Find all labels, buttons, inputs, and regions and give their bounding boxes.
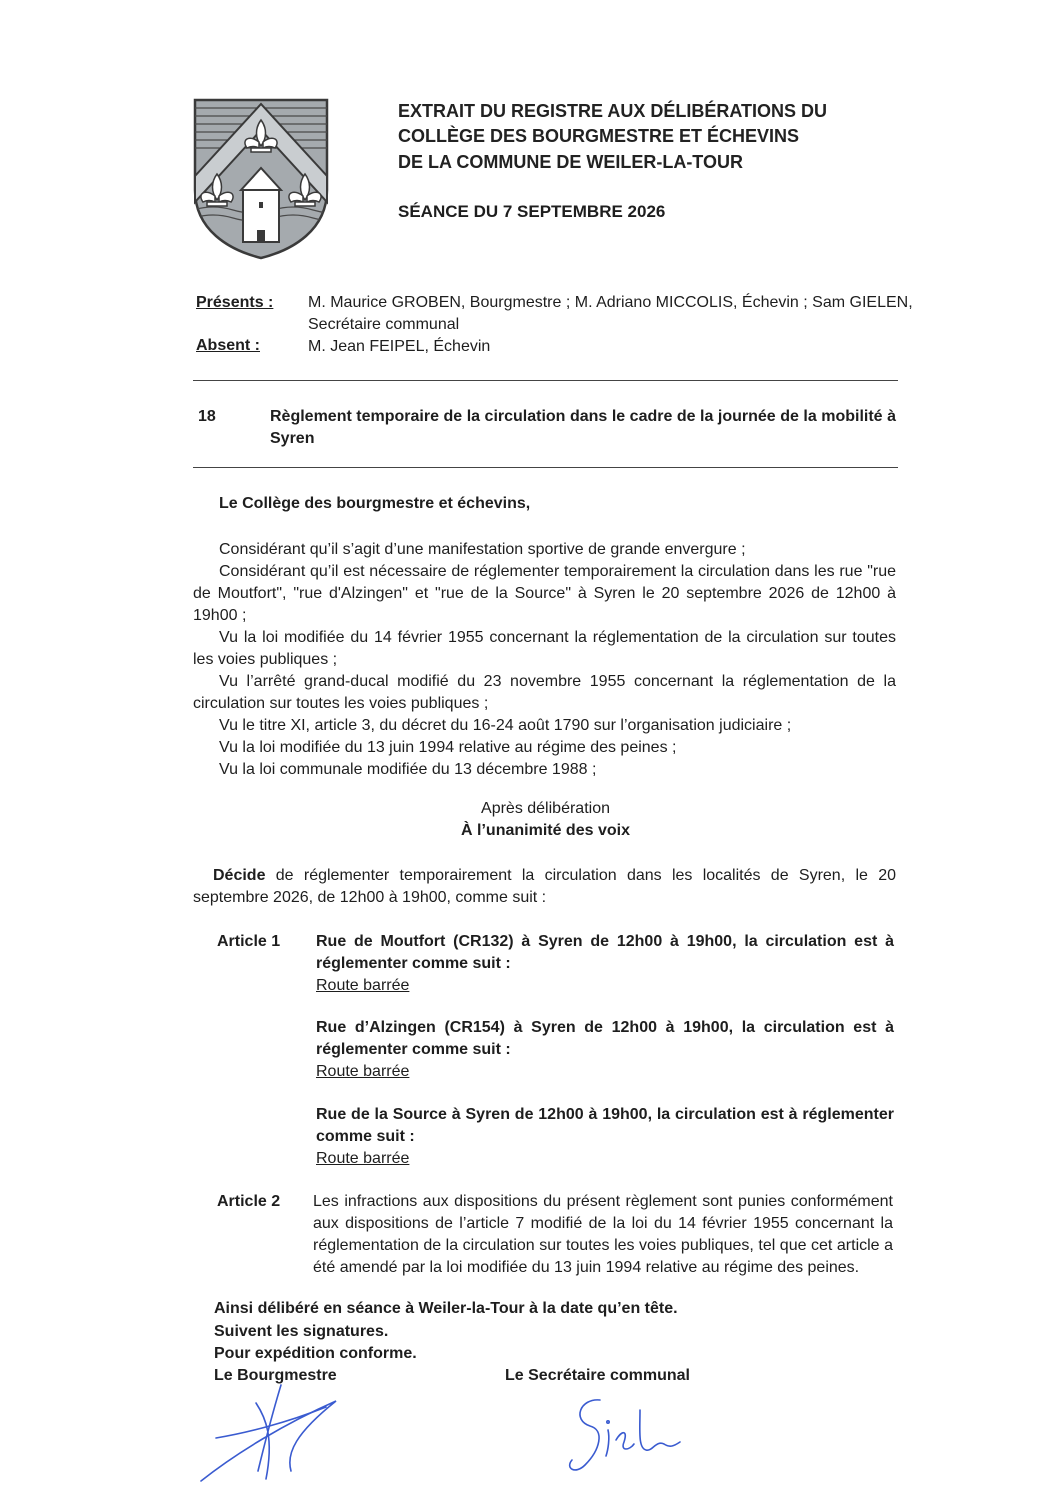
present-members-line-2: Secrétaire communal bbox=[308, 316, 460, 333]
decide-text: de réglementer temporairement la circulation dans les localités de Syren, le 20 septembre 2026, de 12h00 à 19h00, comme suit : bbox=[193, 867, 896, 906]
secretaire-label: Le Secrétaire communal bbox=[505, 1367, 690, 1384]
article-1-block-2 bbox=[316, 1017, 894, 1083]
coat-of-arms-icon bbox=[193, 98, 329, 260]
article-2-text: Les infractions aux dispositions du présent règlement sont punies conformément aux dispositions de l’article 7 modifié de la loi du 14 février 1955 concernant la réglementation de la circulation sur toutes les voies publiques, tel que cet article a été amendé par la loi modifiée du 13 juin 1994 relative au régime des peines. bbox=[313, 1193, 893, 1276]
bourgmestre-label: Le Bourgmestre bbox=[214, 1367, 337, 1384]
present-label: Présents : bbox=[196, 294, 274, 311]
recital-5: Vu le titre XI, article 3, du décret du 16-24 août 1790 sur l’organisation judiciaire ; bbox=[219, 717, 792, 734]
article-1-label: Article 1 bbox=[217, 933, 281, 950]
street-measure: Route barrée bbox=[316, 977, 410, 994]
recital-3: Vu la loi modifiée du 14 février 1955 concernant la réglementation de la circulation sur toutes les voies publiques ; bbox=[193, 629, 896, 668]
decision-paragraph bbox=[193, 865, 896, 909]
absent-member: M. Jean FEIPEL, Échevin bbox=[308, 338, 491, 355]
closing-line-1: Ainsi délibéré en séance à Weiler-la-Tour à la date qu’en tête. bbox=[214, 1300, 678, 1317]
divider-bottom bbox=[193, 467, 898, 468]
article-2-label: Article 2 bbox=[217, 1193, 281, 1210]
street-heading: Rue de Moutfort (CR132) à Syren de 12h00 à 19h00, la circulation est à réglementer comme suit : bbox=[316, 933, 894, 972]
header-title-line-1: EXTRAIT DU REGISTRE AUX DÉLIBÉRATIONS DU bbox=[398, 101, 828, 121]
secretaire-signature-icon bbox=[560, 1390, 690, 1480]
recital-2: Considérant qu’il est nécessaire de réglementer temporairement la circulation dans les rue "rue de Moutfort", "rue d'Alzingen" et "rue de la Source" à Syren le 20 septembre 2026 de 12h00 à 19h00 ; bbox=[193, 563, 896, 624]
bourgmestre-signature-icon bbox=[196, 1383, 346, 1483]
divider-top bbox=[193, 380, 898, 381]
recital-6: Vu la loi modifiée du 13 juin 1994 relative au régime des peines ; bbox=[219, 739, 677, 756]
article-1-block-3 bbox=[316, 1104, 894, 1170]
unanimite: À l’unanimité des voix bbox=[461, 822, 630, 839]
recital-7: Vu la loi communale modifiée du 13 décembre 1988 ; bbox=[219, 761, 597, 778]
street-measure: Route barrée bbox=[316, 1150, 410, 1167]
seance-date: SÉANCE DU 7 SEPTEMBRE 2026 bbox=[398, 202, 666, 221]
header-title-line-2: COLLÈGE DES BOURGMESTRE ET ÉCHEVINS bbox=[398, 126, 800, 146]
recital-4: Vu l’arrêté grand-ducal modifié du 23 novembre 1955 concernant la réglementation de la circulation sur toutes les voies publiques ; bbox=[193, 673, 896, 712]
closing-line-2: Suivent les signatures. bbox=[214, 1323, 389, 1340]
item-title: Règlement temporaire de la circulation dans le cadre de la journée de la mobilité à Syren bbox=[270, 408, 896, 447]
street-heading: Rue de la Source à Syren de 12h00 à 19h00, la circulation est à réglementer comme suit : bbox=[316, 1106, 894, 1145]
present-members-line-1: M. Maurice GROBEN, Bourgmestre ; M. Adriano MICCOLIS, Échevin ; Sam GIELEN, bbox=[308, 294, 913, 311]
decide-keyword: Décide bbox=[213, 867, 266, 884]
item-number: 18 bbox=[198, 408, 216, 425]
header-title-line-3: DE LA COMMUNE DE WEILER-LA-TOUR bbox=[398, 152, 743, 172]
recital-1: Considérant qu’il s’agit d’une manifestation sportive de grande envergure ; bbox=[219, 541, 746, 558]
recitals bbox=[193, 539, 896, 781]
street-measure: Route barrée bbox=[316, 1063, 410, 1080]
article-1-block-1 bbox=[316, 931, 894, 997]
closing-line-3: Pour expédition conforme. bbox=[214, 1345, 417, 1362]
absent-label: Absent : bbox=[196, 337, 260, 354]
street-heading: Rue d’Alzingen (CR154) à Syren de 12h00 à 19h00, la circulation est à réglementer comme suit : bbox=[316, 1019, 894, 1058]
apres-deliberation: Après délibération bbox=[481, 800, 610, 817]
college-heading: Le Collège des bourgmestre et échevins, bbox=[219, 495, 531, 512]
